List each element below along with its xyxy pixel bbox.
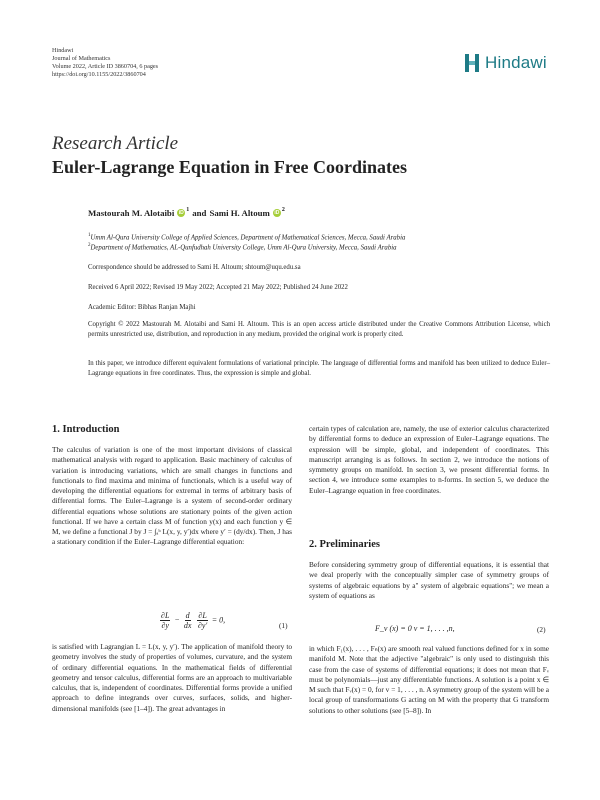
- journal-name: Journal of Mathematics: [52, 55, 111, 62]
- right-column-paragraph-3: in which F₁(x), . . . , Fₙ(x) are smooth real valued functions defined for x in some manifold M. Note that the adjective "algebraic" is only used to distinguish this case from the case of systems of differential equations; it does not mean that Fᵥ must be polynomials—just any differentiable functions. A solution is a point x ∈ M such that Fᵥ(x) = 0, for v = 1, . . . , n. A symmetry group of the system will be a local group of transformations G acting on M with the property that G transform solutions to other solutions (see [5–8]). In: [309, 644, 549, 715]
- correspondence: Correspondence should be addressed to Sami H. Altoum; shtoum@uqu.edu.sa: [88, 264, 301, 271]
- volume-line: Volume 2022, Article ID 3860704, 6 pages: [52, 63, 159, 70]
- section-heading-preliminaries: 2. Preliminaries: [309, 539, 380, 550]
- affiliation-2-mark: 2: [88, 243, 91, 248]
- author-line: [88, 208, 285, 218]
- right-column-paragraph-1: certain types of calculation are, namely, the use of exterior calculus characterized by differential forms to deduce an expression of Euler–Lagrange equations. The expression will be simple, global, and independent of coordinates. This manuscript arranging is as follows. In section 2, we introduce the notions of symmetry groups on manifold. In section 3, we present differential forms. In section 4, we introduce some examples to n-forms. In section 5, we deduce the Euler–Lagrange equation in free coordinates.: [309, 424, 549, 495]
- hindawi-mark-icon: [462, 52, 482, 74]
- journal-meta: [52, 47, 158, 79]
- eq1-minus: −: [174, 615, 180, 625]
- eq1-frac3-den: ∂y′: [197, 621, 208, 630]
- equation-1: [158, 611, 225, 630]
- author-1[interactable]: Mastourah M. Alotaibi: [88, 208, 175, 218]
- affiliation-2-text: Department of Mathematics, AL-Qunfudhah University College, Umm Al-Qura University, Mecca, Saudi Arabia: [90, 244, 397, 252]
- article-type: Research Article: [52, 133, 179, 154]
- affiliation-1: [88, 233, 405, 241]
- left-column-paragraph-1: The calculus of variation is one of the most important divisions of classical mathematical analysis with regard to application. Basic machinery of calculus of variation is introducing variations, which are small changes in functions and functionals to find maxima and minima of functionals, which is a useful way of developing the differential equations for extremal in terms of arbitrary basis of differential forms. The Euler–Lagrange is a system of second-order ordinary differential equations whose solutions are stationary points of the given action functional. If we have a certain class M of function y(x) and each function y ∈ M, we define a functional J by J = ∫ₐᵇ L(x, y, y′)dx where y′ = (dy/dx). Then, J has a stationary condition if the Euler–Lagrange differential equation:: [52, 445, 292, 547]
- abstract: In this paper, we introduce different equivalent formulations of variational principle. The language of differential forms and manifold has been utilized to deduce Euler–Lagrange equations in free coordinates. Thus, the expression is simple and global.: [88, 360, 550, 377]
- orcid-icon[interactable]: iD: [274, 210, 280, 216]
- section-heading-introduction: 1. Introduction: [52, 424, 120, 435]
- eq1-frac2-num: d: [185, 611, 190, 620]
- author-connector: and: [192, 208, 207, 218]
- hindawi-wordmark: Hindawi: [485, 53, 547, 72]
- eq1-frac3-num: ∂L: [198, 611, 207, 620]
- copyright-notice: Copyright © 2022 Mastourah M. Alotaibi and Sami H. Altoum. This is an open access article distributed under the Creative Commons Attribution License, which permits unrestricted use, distribution, and reproduction in any medium, provided the original work is properly cited.: [88, 321, 550, 338]
- equation-2: F_v (x) = 0 v = 1, . . . ,n,: [375, 624, 455, 633]
- affiliation-2: [88, 243, 397, 251]
- eq1-frac1-den: ∂y: [161, 621, 169, 630]
- left-column-paragraph-2: is satisfied with Lagrangian L = L(x, y, y′). The application of manifold theory to geometry involves the study of properties of volumes, curvature, and the system of ordinary differential equations. In the mathematical fields of differential geometry and tensor calculus, differential forms are an approach to multivariable calculus, that is, independent of coordinates. Differential forms provide a unified approach to define integrands over curves, surfaces, solids, and higher-dimensional manifolds (see [1–4]). The great advantages in: [52, 642, 292, 713]
- article-title: Euler-Lagrange Equation in Free Coordinates: [52, 157, 407, 177]
- author-2-affil-mark: 2: [281, 207, 285, 213]
- eq1-frac2-den: dx: [183, 621, 192, 630]
- affiliation-1-text: Umm Al-Qura University College of Applied Sciences, Department of Mathematical Sciences, Mecca, Saudi Arabia: [90, 234, 406, 242]
- dates-line: Received 6 April 2022; Revised 19 May 2022; Accepted 21 May 2022; Published 24 June 2022: [88, 284, 348, 291]
- author-2[interactable]: Sami H. Altoum: [209, 208, 270, 218]
- publisher-name: Hindawi: [52, 47, 74, 54]
- academic-editor: Academic Editor: Bibhas Ranjan Majhi: [88, 304, 196, 311]
- right-column-paragraph-2: Before considering symmetry group of differential equations, it is essential that we deal properly with the conceptually simpler case of symmetry groups of systems of algebraic equations by a" system of algebraic equations"; we mean a system of equations as: [309, 560, 549, 600]
- orcid-icon[interactable]: iD: [178, 210, 184, 216]
- eq1-rhs: = 0,: [211, 615, 226, 625]
- equation-1-number: (1): [279, 621, 288, 630]
- hindawi-logo: [462, 52, 547, 74]
- author-1-affil-mark: 1: [186, 207, 190, 213]
- eq1-frac1-num: ∂L: [161, 611, 170, 620]
- doi-link[interactable]: https://doi.org/10.1155/2022/3860704: [52, 71, 146, 78]
- equation-2-number: (2): [537, 625, 546, 634]
- affiliation-1-mark: 1: [88, 233, 91, 238]
